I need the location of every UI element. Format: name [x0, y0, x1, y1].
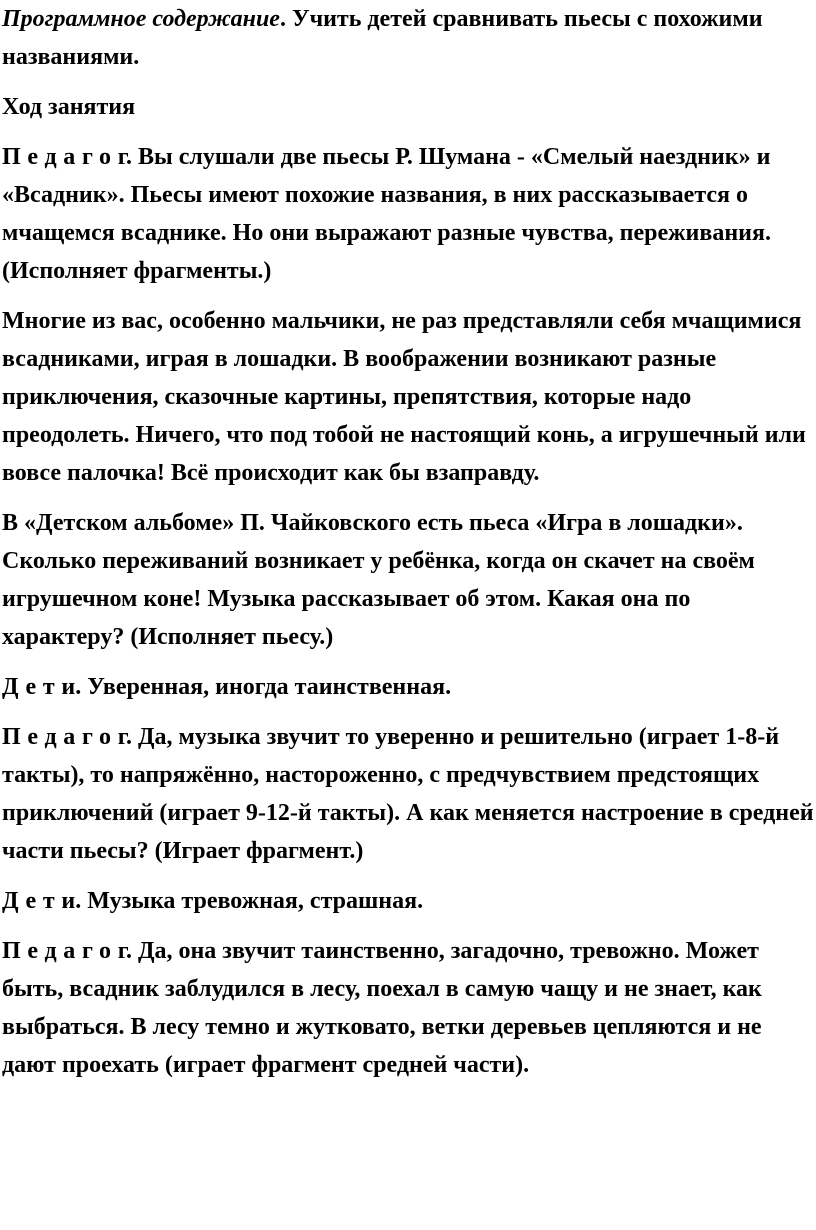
program-content-text: . Учить детей сравнивать пьесы с похожими названиями. [2, 6, 763, 70]
children-text-2: . Музыка тревожная, страшная. [75, 888, 424, 914]
narrative-paragraph-2: В «Детском альбоме» П. Чайковского есть пьеса «Игра в лошадки». Сколько переживаний возникает у ребёнка, когда он скачет на своём игрушечном коне! Музыка рассказывает об этом. Какая она по характеру? (Исполняет пьесу.) [2, 510, 755, 650]
speaker-teacher: Педаго [2, 724, 118, 750]
teacher-paragraph-1 [2, 138, 814, 290]
speaker-teacher: Педаго [2, 938, 118, 964]
program-content-paragraph [2, 0, 814, 76]
narrative-paragraph-1: Многие из вас, особенно мальчики, не раз представляли себя мчащимися всадниками, играя в лошадки. В воображении возникают разные приключения, сказочные картины, препятствия, которые надо преодолеть. Ничего, что под тобой не настоящий конь, а игрушечный или вовсе палочка! Всё происходит как бы взаправду. [2, 308, 806, 486]
lesson-heading: Ход занятия [2, 94, 136, 120]
speaker-teacher-last: г [117, 144, 126, 170]
speaker-children-last: и [61, 674, 76, 700]
children-text-1: . Уверенная, иногда таинственная. [75, 674, 452, 700]
speaker-children-last: и [61, 888, 76, 914]
speaker-children: Дет [2, 888, 62, 914]
speaker-teacher: Педаго [2, 144, 118, 170]
teacher-text-1: . Вы слушали две пьесы Р. Шумана - «Смелый наездник» и «Всадник». Пьесы имеют похожие названия, в них рассказывается о мчащемся всаднике. Но они выражают разные чувства, переживания. (Исполняет фрагменты.) [2, 144, 771, 284]
teacher-paragraph-2 [2, 718, 814, 870]
speaker-teacher-last: г [117, 724, 126, 750]
speaker-children: Дет [2, 674, 62, 700]
speaker-teacher-last: г [117, 938, 126, 964]
teacher-text-2: . Да, музыка звучит то уверенно и решительно (играет 1-8-й такты), то напряжённо, настороженно, с предчувствием предстоящих приключений (играет 9-12-й такты). А как меняется настроение в средней части пьесы? (Играет фрагмент.) [2, 724, 814, 864]
teacher-paragraph-3 [2, 932, 814, 1084]
children-paragraph-2 [2, 882, 814, 920]
program-content-label: Программное содержание [2, 6, 280, 32]
children-paragraph-1 [2, 668, 814, 706]
teacher-text-3: . Да, она звучит таинственно, загадочно, тревожно. Может быть, всадник заблудился в лесу, поехал в самую чащу и не знает, как выбраться. В лесу темно и жутковато, ветки деревьев цепляются и не дают проехать (играет фрагмент средней части). [2, 938, 762, 1078]
